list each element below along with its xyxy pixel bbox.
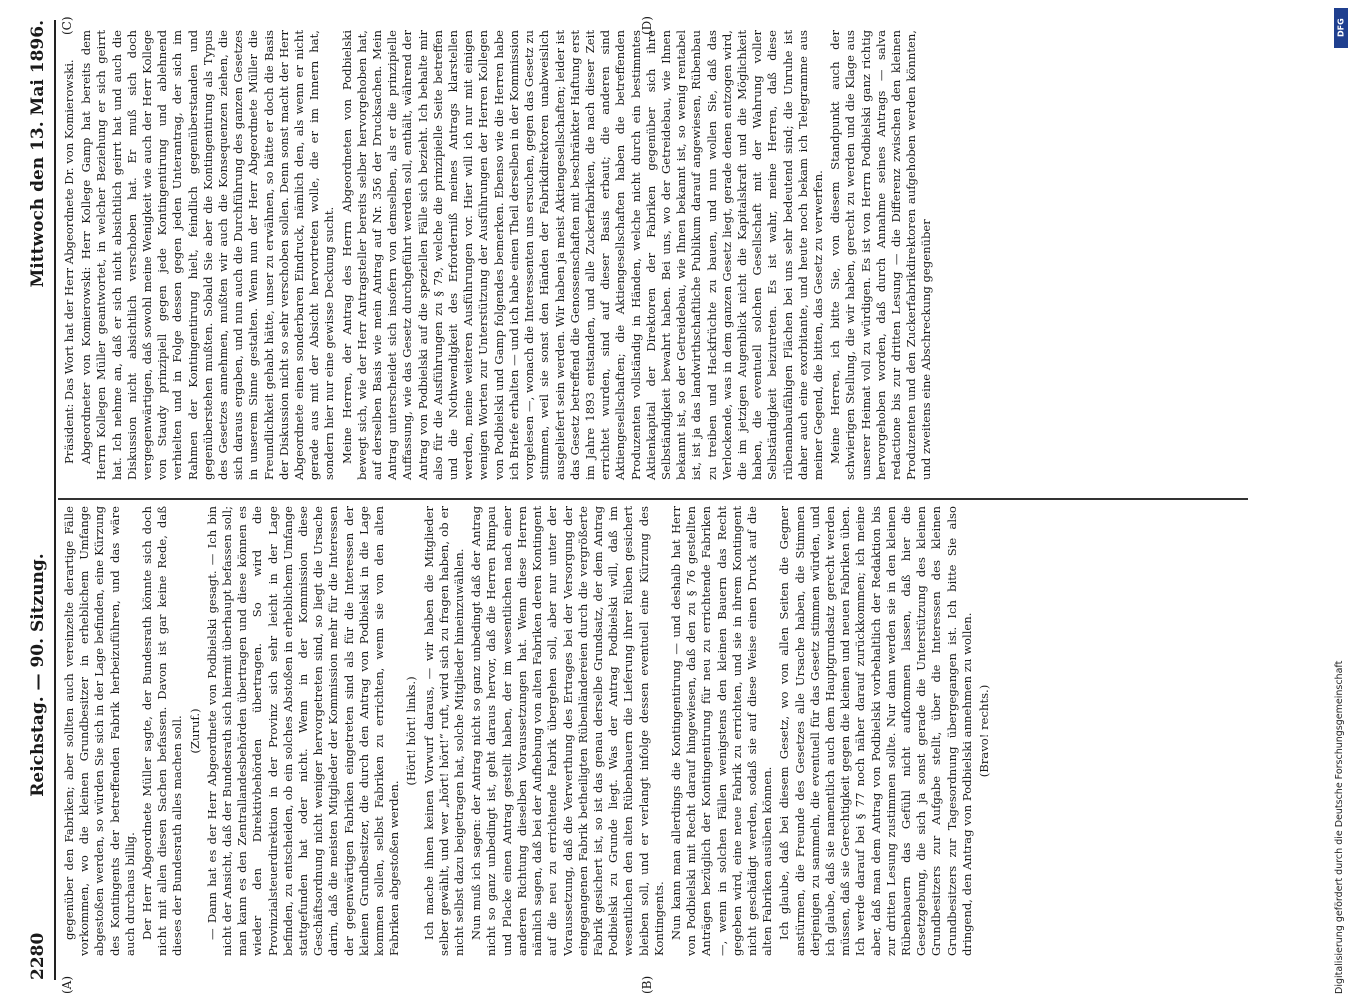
interjection: (Hört! hört! links.) [404, 676, 419, 786]
margin-marker-d: (D) [640, 16, 654, 35]
digitization-note: Digitalisierung gefördert durch die Deutsche Forschungsgemeinschaft [1334, 660, 1345, 994]
margin-marker-a: (A) [60, 975, 74, 994]
page-number: 2280 [28, 932, 48, 980]
paragraph: Nun muß ich sagen: der Antrag nicht so ganz unbedingt daß der Antrag nicht so ganz unbedingt ist, geht daraus hervor, daß die Herren Rimpau und Placke einen Antrag gestellt haben, der im wesentlichen nach einer anderen Richtung dieselben Voraussetzungen hat. Wenn diese Herren nämlich sagen, daß bei der Aufhebung von alten Fabriken deren Kontingent auf die neu zu errichtende Fabrik übergehen soll, aber nur unter der Voraussetzung, daß die Verwerthung des Ertrages bei der Versorgung der eingegangenen Fabrik betheiligten Rübenländereien durch die vergrößerte Fabrik gesichert ist, so ist das genau derselbe Grundsatz, der dem Antrag Podbielski zu Grunde liegt. Was der Antrag Podbielski will, daß im wesentlichen den alten Rübenbauern die Lieferung ihrer Rüben gesichert bleiben soll, und er verlangt infolge dessen eventuell eine Kürzung des Kontingents. [469, 506, 666, 956]
paragraph: Der Herr Abgeordnete Müller sagte, der Bundesrath könnte sich doch nicht mit allen diesen Sachen befassen. Davon ist gar keine Rede, daß dieses der Bundesrath alles machen soll. [140, 506, 185, 956]
speaker-paragraph: Präsident: Das Wort hat der Herr Abgeordnete Dr. von Komierowski. [62, 59, 76, 464]
speaker-paragraph: Abgeordneter von Komierowski: Herr Kollege Gamp hat bereits dem Herrn Kollegen Müller geantwortet, in welcher Beziehung er sich geirrt hat. Ich nehme an, daß er sich nicht absichtlich geirrt hat und auch die Diskussion nicht absichtlich verschoben hat. Er muß sich doch vergegenwärtigen, daß sowohl meine Wenigkeit wie auch der Herr Kollege von Staudy prinzipiell gegen jede Kontingentirung und ablehnend verhielten und in Folge dessen gegen jeden Unterantrag, der sich im Rahmen der Kontingentirung hielt, feindlich gegenüberstanden und gegenüberstehen mußten. Sobald Sie aber die Kontingentirung als Typus des Gesetzes annehmen, mußten wir auch die Konsequenzen ziehen, die sich daraus ergaben, und nun auch die Durchführung des ganzen Gesetzes in unserem Sinne gestalten. Wenn nun der Herr Abgeordnete Müller die Freundlichkeit gehabt hätte, unser zu erwähnen, so hätte er doch die Basis der Diskussion nicht so sehr verschoben sollen. Denn sonst macht der Herr Abgeordnete einen sonderbaren Eindruck, nämlich den, als wenn er nicht gerade aus mit der Absicht hervortreten wolle, die er im Innern hat, sondern hier nur eine gewisse Deckung sucht. [79, 30, 337, 480]
paragraph: gegenüber den Fabriken; aber sollten auch vereinzelte derartige Fälle vorkommen, wo die kleinen Grundbesitzer in erheblichem Umfange abgestoßen werden, so würden Sie sich in der Lage befinden, eine Kürzung des Kontingents der betreffenden Fabrik herbeizuführen, und das wäre auch durchaus billig. [62, 506, 137, 956]
paragraph: Nun kann man allerdings die Kontingentirung — und deshalb hat Herr von Podbielski mit Recht darauf hingewiesen, daß den zu § 76 gestellten Anträgen bezüglich der Kontingentirung für neu zu errichtende Fabriken —, wenn in solchen Fällen wenigstens den kleinen Bauern das Recht gegeben wird, eine neue Fabrik zu errichten, und sie in ihrem Kontingent nicht geschädigt werden, sodaß sie auf diese Weise einen Druck auf die alten Fabriken ausüben können. [668, 506, 775, 956]
paragraph: Meine Herren, ich bitte Sie, von diesem Standpunkt auch der schwierigen Stellung, die wir haben, gerecht zu werden und die Klage aus unserer Heimat voll zu würdigen. Es ist von Herrn Podbielski ganz richtig hervorgehoben worden, daß durch Annahme seines Antrags — salva redactione bis zur dritten Lesung — die Differenz zwischen den kleinen Produzenten und den Zuckerfabrikdirektoren aufgehoben werden könnten, und zweitens eine Abschreckung gegenüber [828, 30, 934, 480]
interjection: (Bravo! rechts.) [976, 684, 991, 778]
right-column [62, 30, 937, 480]
column-divider [58, 498, 1248, 500]
paragraph: — Dann hat es der Herr Abgeordnete von Podbielski gesagt. — Ich bin nicht der Ansicht, daß der Bundesrath sich hiermit überhaupt befassen soll; man kann es den Zentrallandesbehörden übertragen und diese können es wieder den Direktivbehörden übertragen. So wird die Provinzialsteuerdirektion in der Provinz sich sehr leicht in der Lage befinden, zu entscheiden, ob ein solches Abstoßen in erheblichem Umfange stattgefunden hat oder nicht. Wenn in der Kommission diese Geschäftsordnung nicht weniger hervorgetreten sind, so liegt die Ursache darin, daß die meisten Mitglieder der Kommission mehr für die Interessen der gegenwärtigen Fabriken eingetreten sind als für die Interessen der kleinen Grundbesitzer, die durch den Antrag von Podbielski in die Lage kommen sollen, selbst Fabriken zu errichten, wenn sie von den alten Fabriken abgestoßen werden. [204, 506, 402, 956]
paragraph: Ich glaube, daß bei diesem Gesetz, wo von allen Seiten die Gegner anstürmen, die Freunde des Gesetzes alle Ursache haben, die Stimmen derjenigen zu sammeln, die eventuell für das Gesetz stimmen würden, und ich glaube, daß sie namentlich auch dem Hauptgrundsatz gerecht werden müssen, daß sie Gerechtigkeit gegen die kleinen und neuen Fabriken üben. Ich werde darauf bei § 77 noch näher darauf zurückkommen; ich meine aber, daß man dem Antrag von Podbielski vorbehaltlich der Redaktion bis zur dritten Lesung zustimmen sollte. Nur dann werden sie in den kleinen Rübenbauern das Gefühl nicht aufkommen lassen, daß hier die Gesetzgebung, die sich ja sonst gerade die Unterstützung des kleinen Grundbesitzers zur Aufgabe stellt, über die Interessen des kleinen Grundbesitzers zur Tagesordnung übergegangen ist. Ich bitte Sie also dringend, den Antrag von Podbielski annehmen zu wollen. [777, 506, 974, 956]
dfg-logo: DFG [1334, 8, 1348, 48]
session-date: Mittwoch den 13. Mai 1896. [28, 20, 48, 288]
margin-marker-b: (B) [640, 975, 654, 994]
left-column [62, 506, 994, 956]
margin-marker-c: (C) [60, 16, 74, 35]
page-header [14, 20, 56, 980]
paragraph: Meine Herren, der Antrag des Herrn Abgeordneten von Podbielski bewegt sich, wie der Herr Antragsteller bereits selber hervorgehoben hat, auf derselben Basis wie mein Antrag auf Nr. 356 der Drucksachen. Mein Antrag unterscheidet sich insofern von demselben, als er die prinzipielle Auffassung, wie das Gesetz durchgeführt werden soll, enthält, während der Antrag von Podbielski auf die speziellen Fälle sich bezieht. Ich behalte mir also für die Ausführungen zu § 79, welche die prinzipielle Seite betreffen und die Nothwendigkeit des Erforderniß meines Antrags klarstellen werden, meine weiteren Ausführungen vor. Hier will ich nur mit einigen wenigen Worten zur Unterstützung der Ausführungen der Herren Kollegen von Podbielski und Gamp folgendes bemerken. Ebenso wie die Herren habe ich Briefe erhalten — und ich habe einen Theil derselben in der Kommission vorgelesen —, wonach die Interessenten uns ersuchen, gegen das Gesetz zu stimmen, weil sie sonst den Händen der Fabrikdirektoren unabweislich ausgeliefert sein werden. Wir haben ja meist Aktiengesellschaften; leider ist das Gesetz betreffend die Genossenschaften mit beschränkter Haftung erst im Jahre 1893 entstanden, und alle Zuckerfabriken, die nach dieser Zeit errichtet wurden, sind auf dieser Basis erbaut; die anderen sind Aktiengesellschaften; die Aktiengesellschaften haben die betreffenden Produzenten vollständig in Händen, welche nicht durch ein bestimmtes Aktienkapital der Direktoren der Fabriken gegenüber sich ihre Selbständigkeit bewahrt haben. Bei uns, wo der Getreidebau, wie Ihnen bekannt ist, so der Getreidebau, wie Ihnen bekannt ist, so wenig rentabel ist, ist ja das landwirthschaftliche Publikum darauf angewiesen, Rübenbau zu treiben und Hackfrüchte zu bauen, und nun wollen Sie, daß das Verlockende, was in dem ganzen Gesetz liegt, gerade denen entzogen wird, die im jetzigen Augenblick nicht die Kapitalskraft und die Möglichkeit haben, die eventuell solchen Gesellschaft mit der Wahrung voller Selbständigkeit beizutreten. Es ist wahr, meine Herren, daß diese rübenanbaufähigen Flächen bei uns sehr bedeutend sind; die Unruhe ist daher auch eine exorbitante, und heute noch bekam ich Telegramme aus meiner Gegend, die bitten, das Gesetz zu verwerfen. [339, 30, 825, 480]
session-title: Reichstag. — 90. Sitzung. [28, 553, 48, 797]
interjection: (Zuruf.) [187, 708, 202, 754]
paragraph: Ich mache ihnen keinen Vorwurf daraus, — wir haben die Mitglieder selber gewählt, und wer „hört! hört!“ ruft, wird sich zu fragen haben, ob er nicht selbst dazu beigetragen hat, solche Mitglieder hineinzuwählen. [421, 506, 467, 956]
